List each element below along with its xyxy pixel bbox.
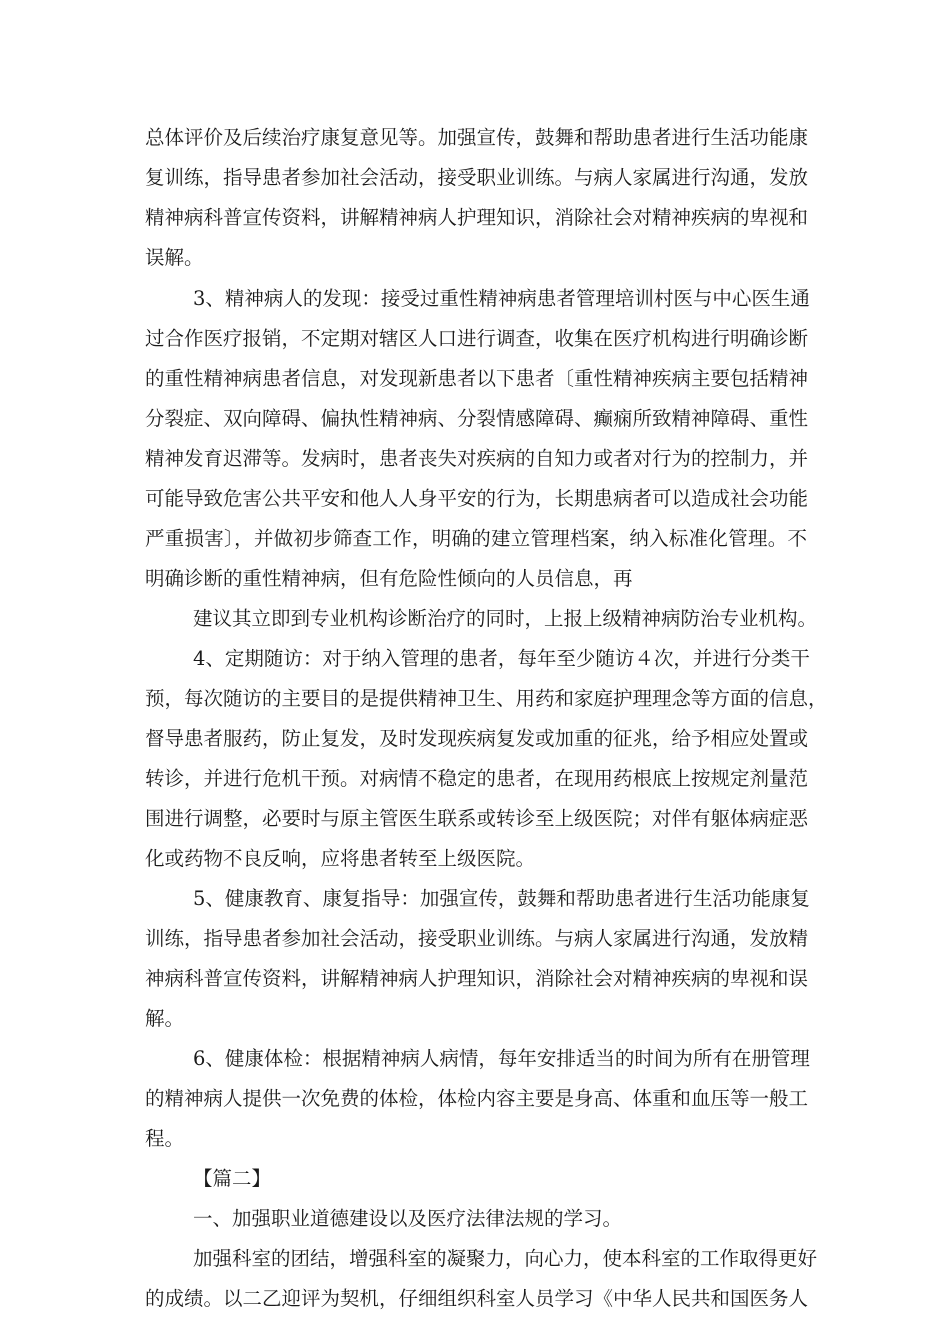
section-5-heading-line: 5、健康教育、康复指导：加强宣传，鼓舞和帮助患者进行生活功能康复 [193,887,810,910]
body-text-line: 分裂症、双向障碍、偏执性精神病、分裂情感障碍、癫痫所致精神障碍、重性 [145,407,809,430]
body-text-line: 加强科室的团结，增强科室的凝聚力，向心力，使本科室的工作取得更好 [193,1247,818,1270]
body-text-line: 的成绩。以二乙迎评为契机，仔细组织科室人员学习《中华人民共和国医务人 [145,1287,809,1310]
body-text-line: 解。 [145,1007,185,1030]
body-text-line: 总体评价及后续治疗康复意见等。加强宣传，鼓舞和帮助患者进行生活功能康 [145,126,809,149]
body-text-line: 化或药物不良反响，应将患者转至上级医院。 [145,847,536,870]
body-text-line: 精神病科普宣传资料，讲解精神病人护理知识，消除社会对精神疾病的卑视和 [145,206,809,229]
body-text-line: 的重性精神病患者信息，对发现新患者以下患者〔重性精神疾病主要包括精神 [145,367,809,390]
body-text-line: 训练，指导患者参加社会活动，接受职业训练。与病人家属进行沟通，发放精 [145,927,809,950]
body-text-line: 误解。 [145,246,204,269]
body-text-line: 严重损害〕，并做初步筛查工作，明确的建立管理档案，纳入标准化管理。不 [145,527,807,550]
body-text-line: 精神发育迟滞等。发病时，患者丧失对疾病的自知力或者对行为的控制力，并 [145,447,809,470]
body-text-line: 督导患者服药，防止复发，及时发现疾病复发或加重的征兆，给予相应处置或 [145,727,809,750]
body-text-line: 神病科普宣传资料，讲解精神病人护理知识，消除社会对精神疾病的卑视和误 [145,967,809,990]
body-text-line: 围进行调整，必要时与原主管医生联系或转诊至上级医院；对伴有躯体病症恶 [145,807,809,830]
section-3-heading-line: 3、精神病人的发现：接受过重性精神病患者管理培训村医与中心医生通 [193,287,810,310]
body-text-line: 可能导致危害公共平安和他人人身平安的行为，长期患病者可以造成社会功能 [145,487,809,510]
body-text-line: 的精神病人提供一次免费的体检，体检内容主要是身高、体重和血压等一般工 [145,1087,809,1110]
part-two-heading: 【篇二】 [193,1167,272,1190]
body-text-line: 程。 [145,1127,185,1150]
section-4-heading-line: 4、定期随访：对于纳入管理的患者，每年至少随访４次，并进行分类干 [193,647,810,670]
body-text-line: 过合作医疗报销，不定期对辖区人口进行调查，收集在医疗机构进行明确诊断 [145,327,809,350]
body-text-line: 转诊，并进行危机干预。对病情不稳定的患者，在现用药根底上按规定剂量范 [145,767,809,790]
body-text-line: 明确诊断的重性精神病，但有危险性倾向的人员信息，再 [145,567,633,590]
section-6-heading-line: 6、健康体检：根据精神病人病情，每年安排适当的时间为所有在册管理 [193,1047,810,1070]
body-text-line: 建议其立即到专业机构诊断治疗的同时，上报上级精神病防治专业机构。 [193,607,818,630]
body-text-line: 复训练，指导患者参加社会活动，接受职业训练。与病人家属进行沟通，发放 [145,166,809,189]
section-heading: 一、加强职业道德建设以及医疗法律法规的学习。 [193,1207,623,1230]
body-text-line: 预，每次随访的主要目的是提供精神卫生、用药和家庭护理理念等方面的信息， [145,687,828,710]
